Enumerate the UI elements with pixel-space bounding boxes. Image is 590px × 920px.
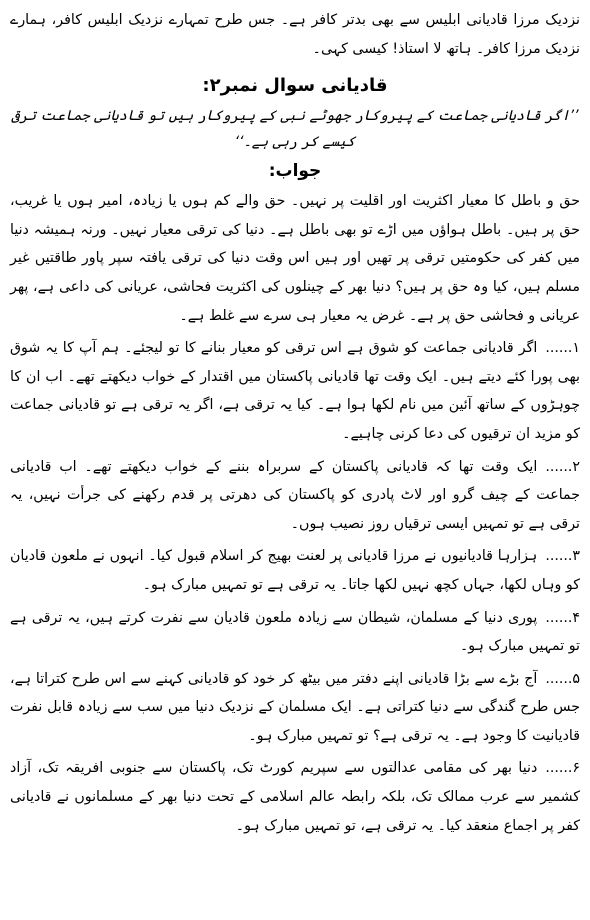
numbered-item-4 — [10, 604, 580, 661]
item-number: ۶...... — [545, 760, 580, 777]
numbered-item-6 — [10, 754, 580, 840]
item-number: ۴...... — [545, 609, 580, 626]
intro-paragraph: نزدیک مرزا قادیانی ابلیس سے بھی بدتر کافر ہے۔ جس طرح تمہارے نزدیک ابلیس کافر، ہمارے نزدیک مرزا کافر۔ ہاتھ لا استاذ! کیسی کہی۔ — [10, 12, 580, 57]
item-text: دنیا بھر کی مقامی عدالتوں سے سپریم کورٹ تک، پاکستان سے جنوبی افریقہ تک، آزاد کشمیر سے عرب ممالک تک، بلکہ رابطہ عالم اسلامی کے تحت دنیا بھر کے مسلمانوں نے قادیانی کفر پر اجماع منعقد کیا۔ یہ ترقی ہے، تو تمہیں مبارک ہو۔ — [10, 760, 580, 834]
item-text: ہزارہا قادیانیوں نے مرزا قادیانی پر لعنت بھیج کر اسلام قبول کیا۔ انہوں نے ملعون قادیان کو وہاں لکھا، جہاں کچھ نہیں لکھا جاتا۔ یہ ترقی ہے تو تمہیں مبارک ہو۔ — [10, 548, 580, 593]
item-text: آج بڑے سے بڑا قادیانی اپنے دفتر میں بیٹھ کر خود کو قادیانی کہنے سے اس طرح کتراتا ہے، جس طرح گندگی سے دنیا کتراتی ہے۔ ایک مسلمان کے نزدیک دنیا میں سب سے زیادہ قابل نفرت قادیانیت کا وجود ہے۔ یہ ترقی ہے؟ تو تمہیں مبارک ہو۔ — [10, 670, 580, 744]
item-number: ۳...... — [545, 548, 580, 565]
answer-title: جواب: — [268, 161, 322, 182]
item-text: ایک وقت تھا کہ قادیانی پاکستان کے سربراہ بننے کے خواب دیکھتے تھے۔ اب قادیانی جماعت کے چیف گرو اور لاٹ پادری کو پاکستان کی دھرتی پر قدم رکھنے کی جرأت نہیں، یہ ترقی ہے تو تمہیں ایسی ترقیاں روز نصیب ہوں۔ — [10, 458, 580, 532]
numbered-item-3 — [10, 542, 580, 599]
item-text: پوری دنیا کے مسلمان، شیطان سے زیادہ ملعون قادیان سے نفرت کرتے ہیں، یہ ترقی ہے تو تمہیں مبارک ہو۔ — [10, 609, 580, 655]
numbered-item-5 — [10, 665, 580, 751]
numbered-item-2 — [10, 453, 580, 539]
answer-paragraph: حق و باطل کا معیار اکثریت اور اقلیت پر نہیں۔ حق والے کم ہوں یا زیادہ، امیر ہوں یا غریب، حق پر ہیں۔ باطل ہواؤں میں اڑے تو بھی باطل ہے۔ دنیا کی ترقی معیار نہیں۔ ورنہ ہمیشہ دنیا میں کفر کی حکومتیں ترقی پر تھیں اور ہیں اس وقت دنیا کی ترقی یافتہ سپر پاور طاقتیں غیر مسلم ہیں، کیا وہ حق پر ہیں؟ دنیا بھر کے چینلوں کی اکثریت فحاشی، عریانی کی داعی ہے، پھر عریانی و فحاشی حق پر ہے۔ غرض یہ معیار ہی سرے سے غلط ہے۔ — [10, 193, 580, 324]
item-number: ۵...... — [545, 670, 580, 687]
item-text: اگر قادیانی جماعت کو شوق ہے اس ترقی کو معیار بنانے کا تو لیجئے۔ ہم آپ کا یہ شوق بھی پورا کئے دیتے ہیں۔ ایک وقت تھا قادیانی پاکستان میں اقتدار کے خواب دیکھتے تھے۔ اب ان کا چوہڑوں کے ساتھ آئین میں نام لکھا ہوا ہے۔ کیا یہ ترقی ہے، اگر یہ ترقی ہے تو قادیانی جماعت کو مزید ان ترقیوں کی دعا کرنی چاہیے۔ — [10, 340, 580, 442]
item-number: ۲...... — [545, 458, 580, 475]
section-heading: قادیانی سوال نمبر۲: — [202, 75, 388, 97]
numbered-item-1 — [10, 334, 580, 448]
item-number: ۱...... — [545, 340, 580, 357]
question-quote: ’’اگر قادیانی جماعت کے پیروکار جھوٹے نبی کے پیروکار ہیں تو قادیانی جماعت ترقی کیسے کر رہی ہے۔‘‘ — [11, 108, 579, 151]
